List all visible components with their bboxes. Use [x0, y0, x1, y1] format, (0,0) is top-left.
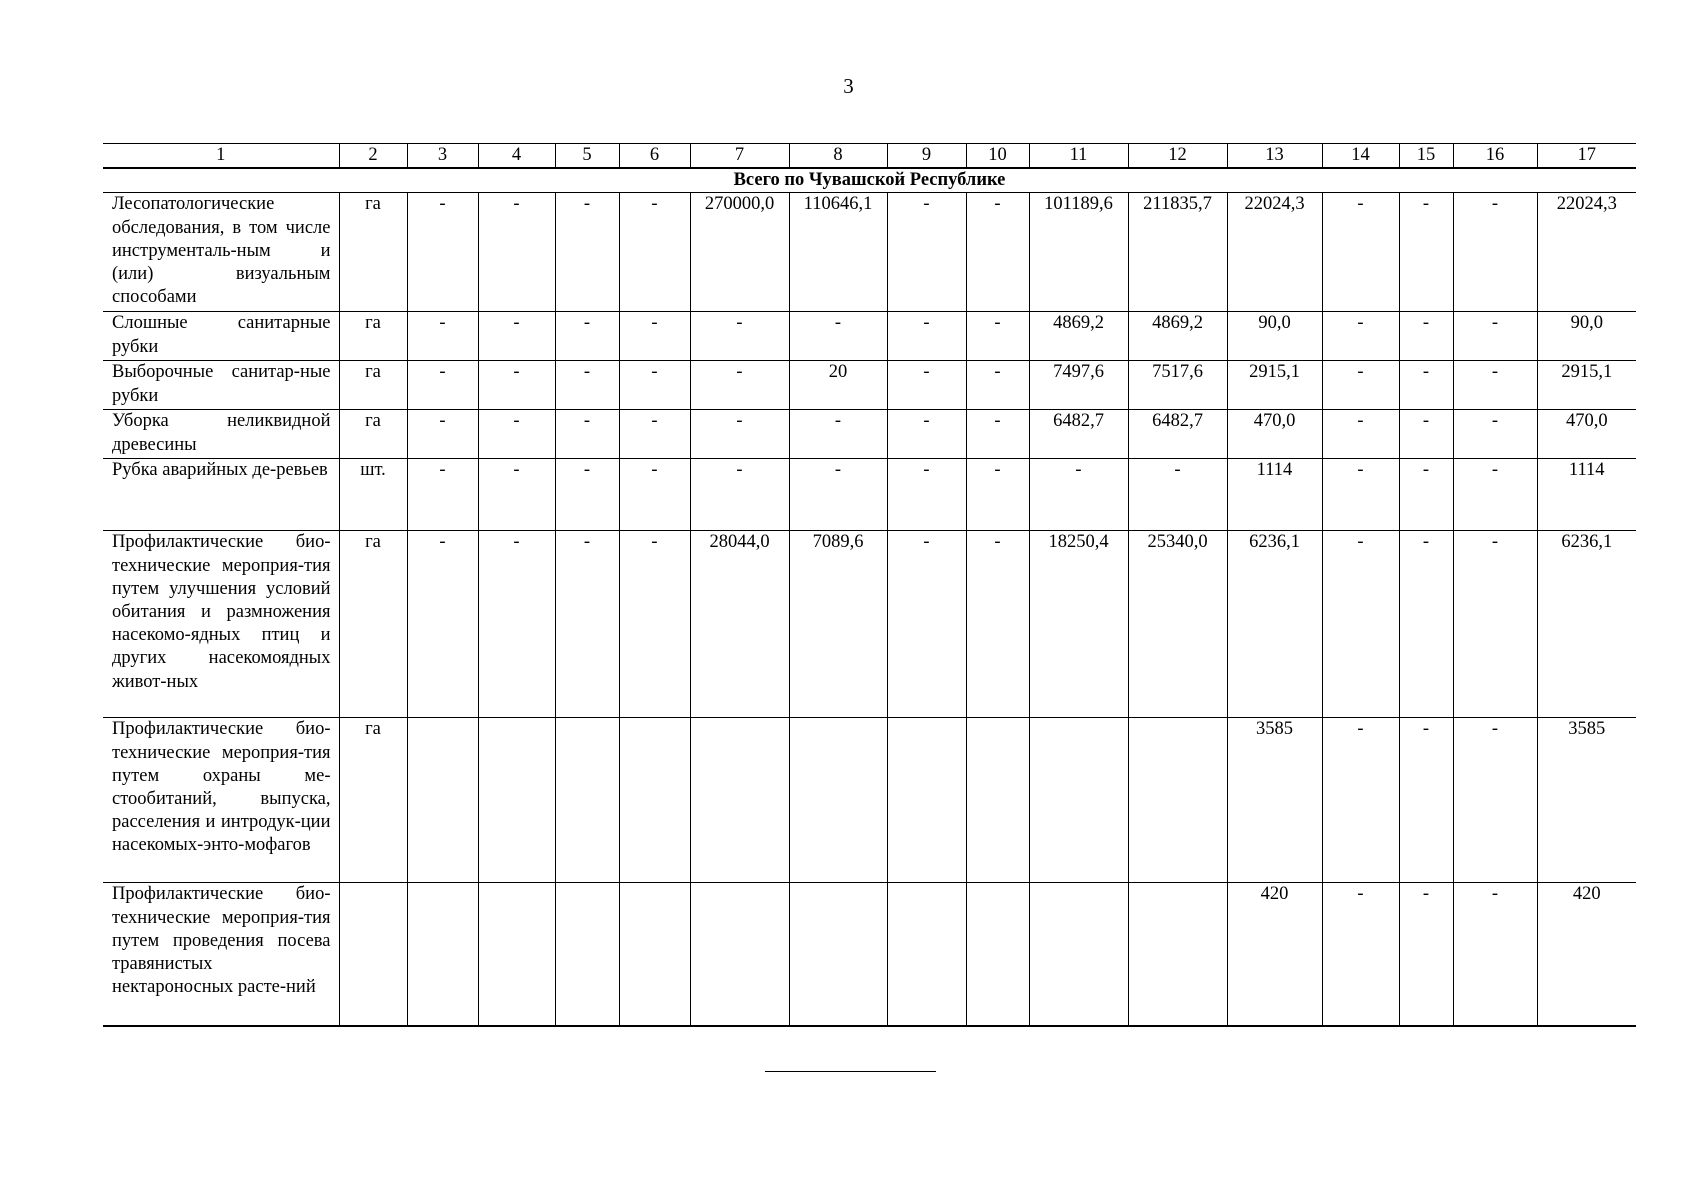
value-cell: -: [555, 410, 619, 459]
value-cell: -: [966, 193, 1029, 312]
value-cell: -: [1322, 361, 1399, 410]
unit-cell: га: [339, 361, 407, 410]
value-cell: -: [407, 193, 478, 312]
activity-name: Профилактические био-технические мероприя-тия путем проведения посева травянистых нектароносных расте-ний: [103, 883, 339, 1027]
header-cell: 14: [1322, 144, 1399, 169]
value-cell: -: [1322, 312, 1399, 361]
value-cell: -: [1399, 531, 1453, 718]
value-cell: [966, 883, 1029, 1027]
value-cell: 18250,4: [1029, 531, 1128, 718]
table-row: [103, 531, 1636, 718]
value-cell: -: [555, 312, 619, 361]
header-cell: 7: [690, 144, 789, 169]
value-cell: -: [690, 361, 789, 410]
value-cell: 470,0: [1537, 410, 1636, 459]
table-row: [103, 883, 1636, 1027]
value-cell: 3585: [1537, 718, 1636, 883]
value-cell: -: [966, 361, 1029, 410]
value-cell: 7497,6: [1029, 361, 1128, 410]
value-cell: [555, 883, 619, 1027]
value-cell: -: [1453, 410, 1537, 459]
value-cell: -: [1453, 531, 1537, 718]
value-cell: -: [887, 193, 966, 312]
value-cell: -: [1322, 193, 1399, 312]
value-cell: [407, 883, 478, 1027]
value-cell: 4869,2: [1029, 312, 1128, 361]
value-cell: -: [1399, 410, 1453, 459]
value-cell: [789, 883, 887, 1027]
value-cell: -: [966, 410, 1029, 459]
value-cell: [887, 883, 966, 1027]
header-cell: 1: [103, 144, 339, 169]
value-cell: -: [619, 531, 690, 718]
value-cell: -: [966, 531, 1029, 718]
value-cell: -: [619, 410, 690, 459]
value-cell: -: [887, 531, 966, 718]
value-cell: -: [1399, 193, 1453, 312]
value-cell: 420: [1537, 883, 1636, 1027]
value-cell: [887, 718, 966, 883]
value-cell: 20: [789, 361, 887, 410]
header-cell: 12: [1128, 144, 1227, 169]
value-cell: -: [1453, 361, 1537, 410]
value-cell: -: [1399, 718, 1453, 883]
value-cell: -: [690, 410, 789, 459]
value-cell: -: [407, 531, 478, 718]
value-cell: -: [887, 312, 966, 361]
header-cell: 5: [555, 144, 619, 169]
activity-name: Слошные санитарные рубки: [103, 312, 339, 361]
value-cell: 211835,7: [1128, 193, 1227, 312]
value-cell: 1114: [1537, 459, 1636, 531]
value-cell: 470,0: [1227, 410, 1322, 459]
activity-name: Лесопатологические обследования, в том числе инструменталь-ным и (или) визуальным способами: [103, 193, 339, 312]
value-cell: 6482,7: [1029, 410, 1128, 459]
header-cell: 10: [966, 144, 1029, 169]
value-cell: -: [407, 361, 478, 410]
value-cell: 101189,6: [1029, 193, 1128, 312]
value-cell: 2915,1: [1537, 361, 1636, 410]
unit-cell: га: [339, 718, 407, 883]
header-cell: 17: [1537, 144, 1636, 169]
value-cell: 90,0: [1227, 312, 1322, 361]
header-cell: 6: [619, 144, 690, 169]
value-cell: -: [555, 193, 619, 312]
header-cell: 3: [407, 144, 478, 169]
unit-cell: га: [339, 410, 407, 459]
value-cell: 4869,2: [1128, 312, 1227, 361]
value-cell: -: [1399, 459, 1453, 531]
header-cell: 9: [887, 144, 966, 169]
value-cell: 1114: [1227, 459, 1322, 531]
value-cell: 90,0: [1537, 312, 1636, 361]
value-cell: -: [555, 361, 619, 410]
table-row: [103, 312, 1636, 361]
value-cell: 7089,6: [789, 531, 887, 718]
value-cell: [478, 883, 555, 1027]
value-cell: 6236,1: [1537, 531, 1636, 718]
value-cell: -: [478, 312, 555, 361]
activity-name: Профилактические био-технические мероприя-тия путем улучшения условий обитания и размножения насекомо-ядных птиц и других насекомоядных живот-ных: [103, 531, 339, 718]
value-cell: -: [1029, 459, 1128, 531]
value-cell: -: [407, 459, 478, 531]
unit-cell: га: [339, 531, 407, 718]
value-cell: -: [887, 410, 966, 459]
page-number: 3: [843, 74, 854, 98]
value-cell: -: [966, 459, 1029, 531]
table-row: [103, 459, 1636, 531]
value-cell: -: [555, 459, 619, 531]
value-cell: 420: [1227, 883, 1322, 1027]
value-cell: -: [1322, 883, 1399, 1027]
value-cell: [478, 718, 555, 883]
value-cell: -: [887, 361, 966, 410]
value-cell: -: [478, 459, 555, 531]
header-cell: 13: [1227, 144, 1322, 169]
activity-name: Выборочные санитар-ные рубки: [103, 361, 339, 410]
value-cell: -: [966, 312, 1029, 361]
value-cell: -: [407, 410, 478, 459]
table-row: [103, 361, 1636, 410]
value-cell: 28044,0: [690, 531, 789, 718]
value-cell: -: [1453, 459, 1537, 531]
header-cell: 11: [1029, 144, 1128, 169]
value-cell: 2915,1: [1227, 361, 1322, 410]
value-cell: -: [1453, 883, 1537, 1027]
value-cell: -: [478, 361, 555, 410]
value-cell: -: [478, 531, 555, 718]
value-cell: [555, 718, 619, 883]
header-cell: 16: [1453, 144, 1537, 169]
value-cell: [789, 718, 887, 883]
data-table: [103, 143, 1636, 1027]
value-cell: -: [1322, 459, 1399, 531]
value-cell: -: [478, 193, 555, 312]
value-cell: 7517,6: [1128, 361, 1227, 410]
value-cell: -: [1128, 459, 1227, 531]
value-cell: -: [1399, 883, 1453, 1027]
value-cell: -: [478, 410, 555, 459]
value-cell: 6482,7: [1128, 410, 1227, 459]
value-cell: -: [789, 410, 887, 459]
value-cell: -: [789, 312, 887, 361]
activity-name: Уборка неликвидной древесины: [103, 410, 339, 459]
value-cell: -: [789, 459, 887, 531]
value-cell: -: [1399, 312, 1453, 361]
closing-rule: [765, 1071, 936, 1072]
value-cell: [407, 718, 478, 883]
value-cell: 6236,1: [1227, 531, 1322, 718]
value-cell: [619, 883, 690, 1027]
table-row: [103, 193, 1636, 312]
unit-cell: га: [339, 312, 407, 361]
value-cell: [1029, 718, 1128, 883]
value-cell: [1029, 883, 1128, 1027]
value-cell: -: [1399, 361, 1453, 410]
unit-cell: [339, 883, 407, 1027]
section-title: Всего по Чувашской Республике: [103, 168, 1636, 193]
header-cell: 2: [339, 144, 407, 169]
header-cell: 8: [789, 144, 887, 169]
value-cell: -: [1322, 718, 1399, 883]
value-cell: 270000,0: [690, 193, 789, 312]
value-cell: -: [407, 312, 478, 361]
value-cell: -: [555, 531, 619, 718]
value-cell: -: [690, 459, 789, 531]
unit-cell: шт.: [339, 459, 407, 531]
value-cell: -: [619, 193, 690, 312]
value-cell: -: [1322, 531, 1399, 718]
value-cell: [1128, 883, 1227, 1027]
value-cell: -: [619, 312, 690, 361]
value-cell: [690, 883, 789, 1027]
activity-name: Рубка аварийных де-ревьев: [103, 459, 339, 531]
column-number-header: [103, 144, 1636, 169]
activity-name: Профилактические био-технические мероприя-тия путем охраны ме-стообитаний, выпуска, расселения и интродук-ции насекомых-энто-мофагов: [103, 718, 339, 883]
section-row: [103, 168, 1636, 193]
value-cell: -: [887, 459, 966, 531]
value-cell: -: [619, 459, 690, 531]
value-cell: 25340,0: [1128, 531, 1227, 718]
value-cell: -: [1453, 193, 1537, 312]
value-cell: -: [619, 361, 690, 410]
value-cell: [966, 718, 1029, 883]
value-cell: [1128, 718, 1227, 883]
header-cell: 4: [478, 144, 555, 169]
value-cell: [619, 718, 690, 883]
header-cell: 15: [1399, 144, 1453, 169]
value-cell: [690, 718, 789, 883]
table-row: [103, 718, 1636, 883]
value-cell: -: [1322, 410, 1399, 459]
value-cell: -: [1453, 312, 1537, 361]
table-row: [103, 410, 1636, 459]
value-cell: -: [690, 312, 789, 361]
value-cell: 3585: [1227, 718, 1322, 883]
value-cell: 22024,3: [1227, 193, 1322, 312]
value-cell: 110646,1: [789, 193, 887, 312]
value-cell: 22024,3: [1537, 193, 1636, 312]
unit-cell: га: [339, 193, 407, 312]
value-cell: -: [1453, 718, 1537, 883]
